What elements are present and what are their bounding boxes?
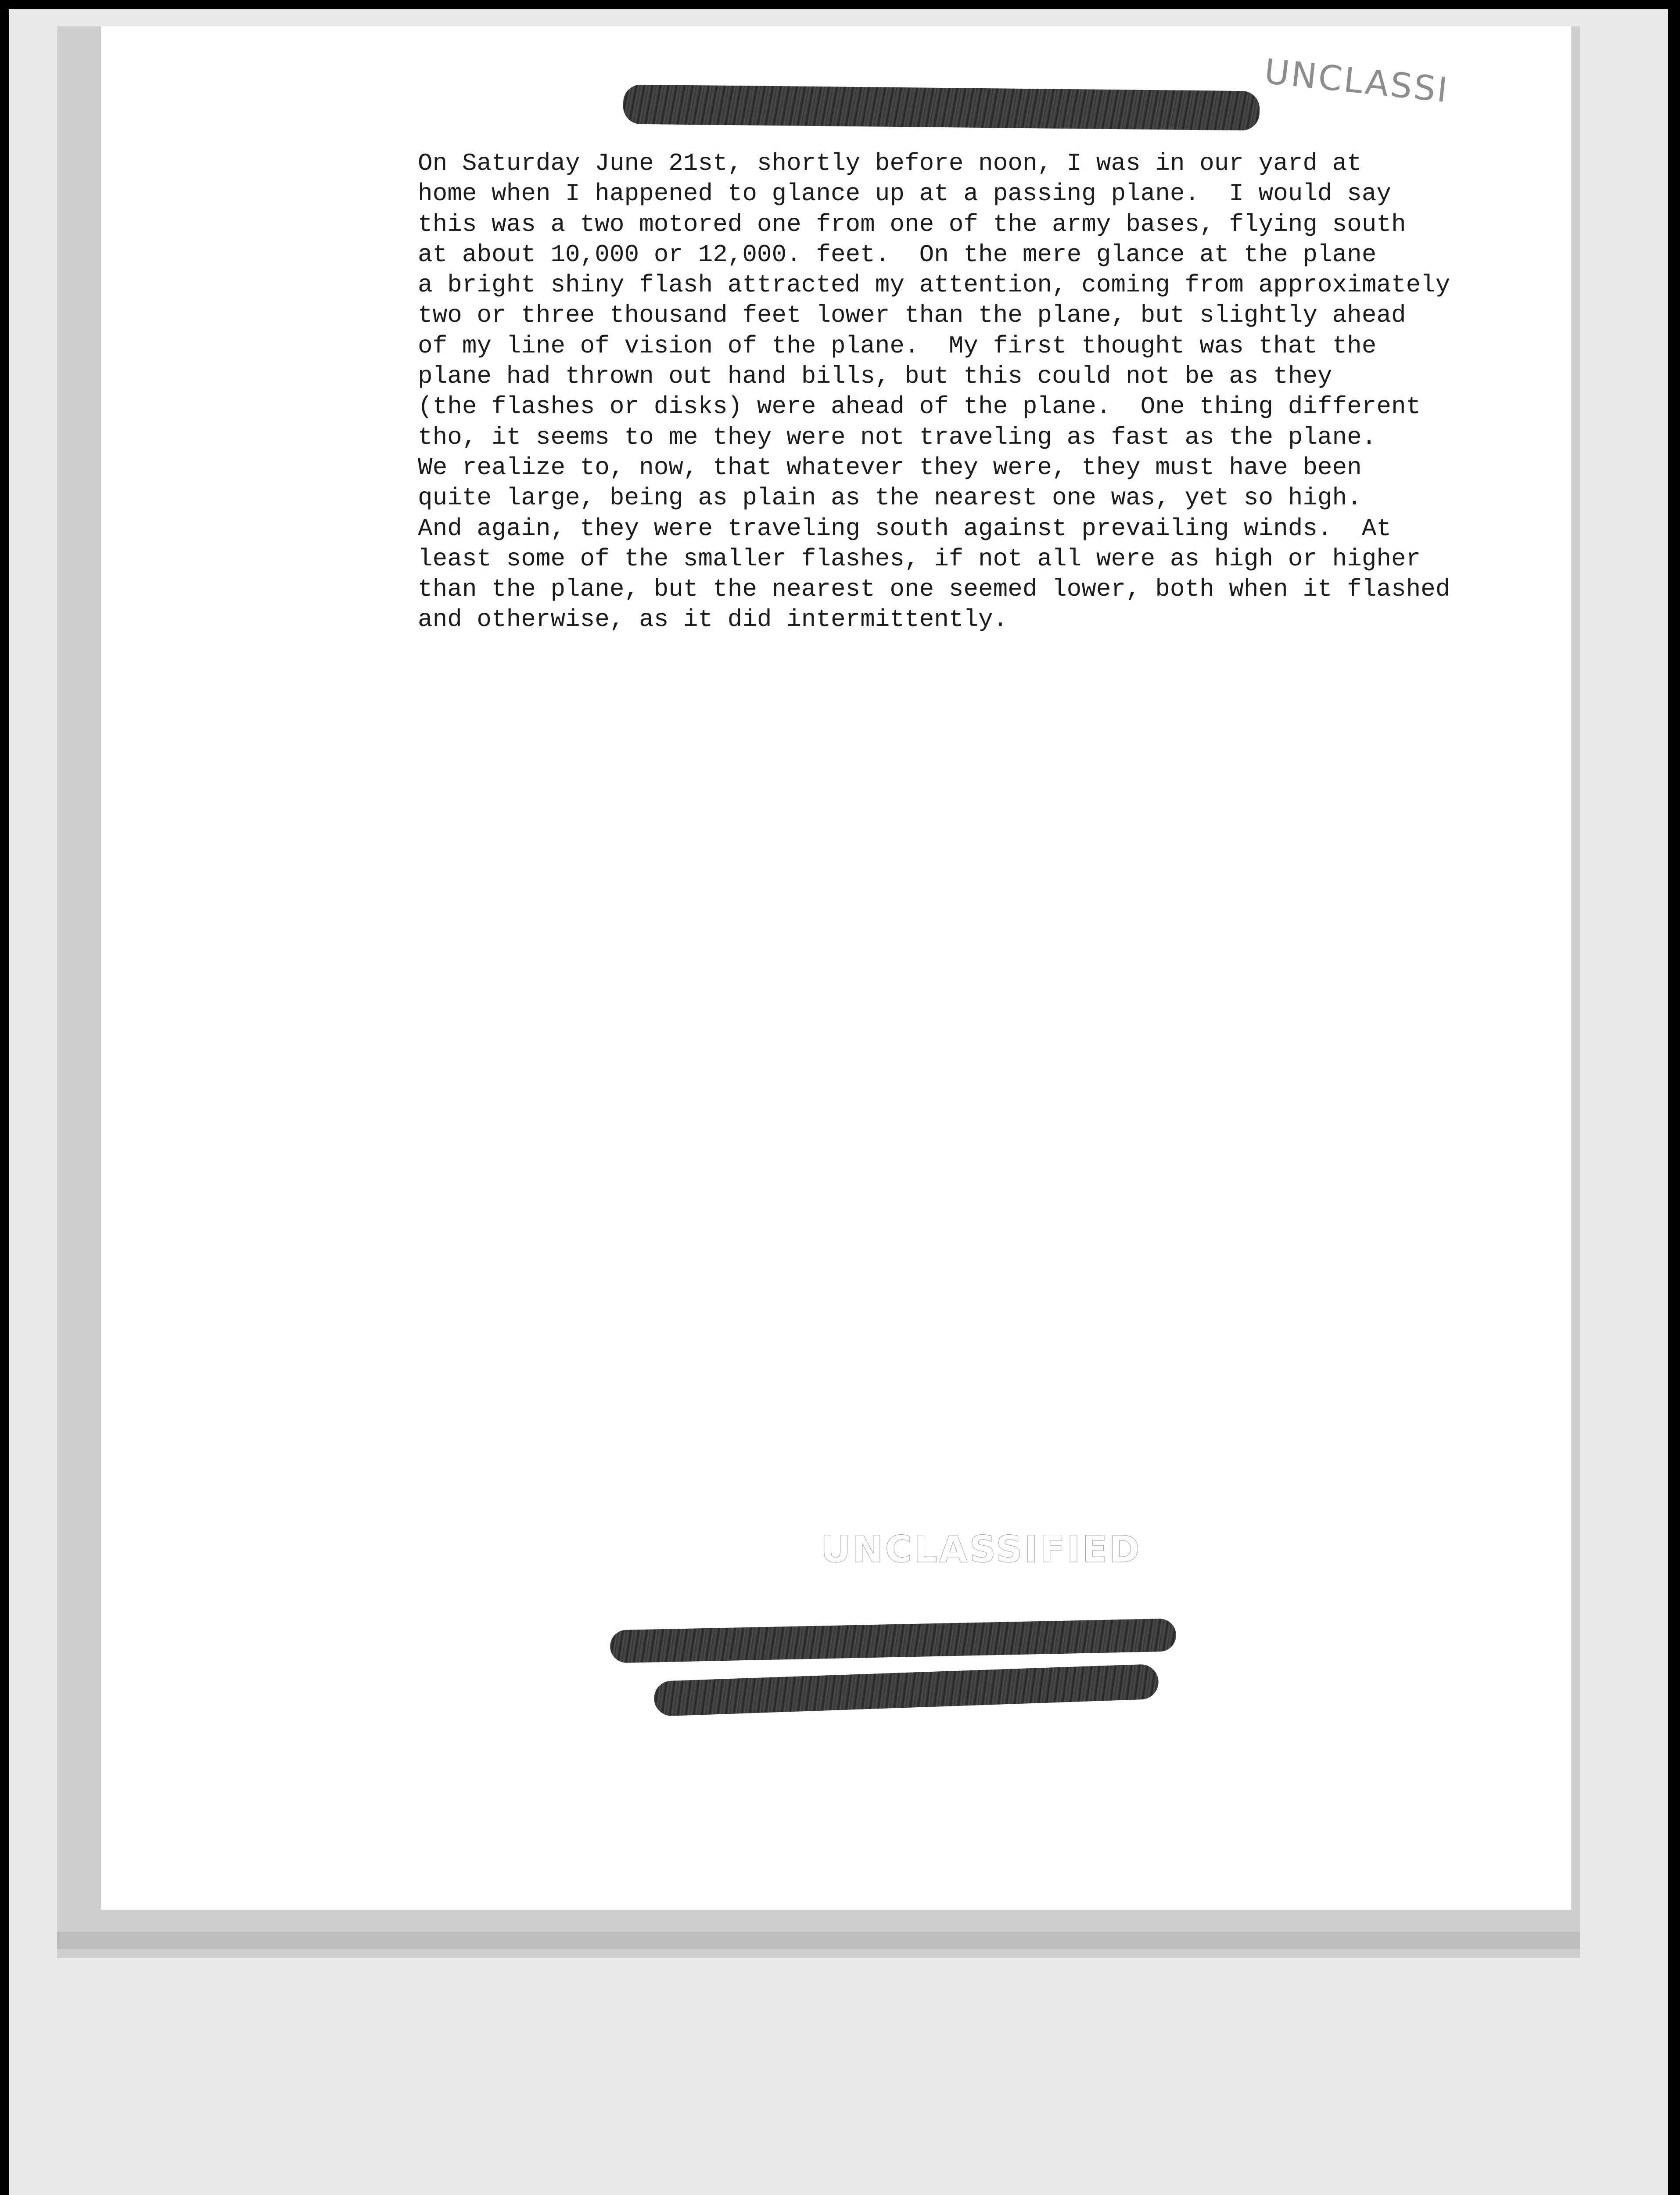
body-line: home when I happened to glance up at a passing plane. I would say [418,180,1391,208]
body-line: On Saturday June 21st, shortly before noon, I was in our yard at [418,149,1362,177]
body-line: We realize to, now, that whatever they were, they must have been [418,453,1362,482]
body-line: And again, they were traveling south against prevailing winds. At [418,514,1391,543]
body-line: two or three thousand feet lower than the plane, but slightly ahead [418,301,1406,330]
body-line: plane had thrown out hand bills, but this could not be as they [418,362,1332,391]
body-line: at about 10,000 or 12,000. feet. On the mere glance at the plane [418,240,1377,269]
body-line: than the plane, but the nearest one seemed lower, both when it flashed [418,575,1450,604]
body-line: tho, it seems to me they were not traveling as fast as the plane. [418,423,1377,451]
body-line: and otherwise, as it did intermittently. [418,605,1008,634]
page-bottom-edge [57,1932,1580,1949]
body-line: quite large, being as plain as the nearest one was, yet so high. [418,484,1362,512]
unclassified-stamp-top: UNCLASSI [1262,52,1451,111]
body-line: a bright shiny flash attracted my attention, coming from approximately [418,271,1450,299]
unclassified-stamp-bottom: UNCLASSIFIED [821,1528,1142,1571]
body-line: least some of the smaller flashes, if not all were as high or higher [418,544,1421,573]
body-line: of my line of vision of the plane. My first thought was that the [418,331,1377,360]
body-line: this was a two motored one from one of the army bases, flying south [418,210,1406,238]
redaction-bar-top [623,84,1260,130]
document-body [418,148,1568,635]
body-line: (the flashes or disks) were ahead of the plane. One thing different [418,392,1421,421]
